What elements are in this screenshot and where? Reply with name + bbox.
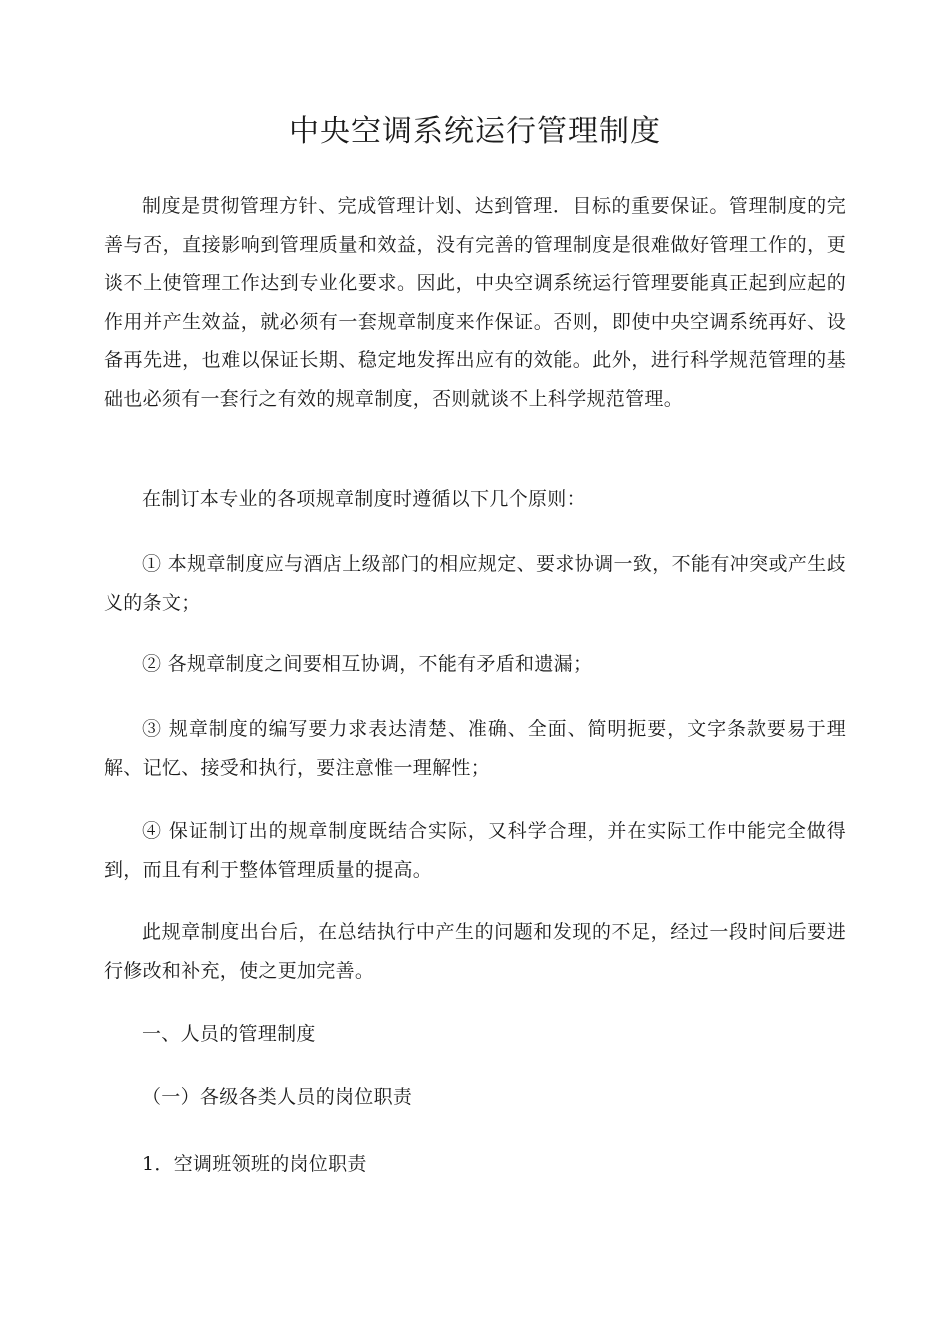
item-heading-foreman: 1．空调班领班的岗位职责 (142, 1153, 367, 1175)
intro-paragraph: 制度是贯彻管理方针、完成管理计划、达到管理．目标的重要保证。管理制度的完善与否，直接影响到管理质量和效益，没有完善的管理制度是很难做好管理工作的，更谈不上使管理工作达到专业化要求。因此，中央空调系统运行管理要能真正起到应起的作用并产生效益，就必须有一套规章制度来作保证。否则，即使中央空调系统再好、设备再先进，也难以保证长期、稳定地发挥出应有的效能。此外，进行科学规范管理的基础也必须有一套行之有效的规章制度，否则就谈不上科学规范管理。 (104, 195, 846, 410)
principle-4-paragraph: ④ 保证制订出的规章制度既结合实际，又科学合理，并在实际工作中能完全做得到，而且有利于整体管理质量的提高。 (104, 820, 846, 881)
principle-3-paragraph: ③ 规章制度的编写要力求表达清楚、准确、全面、简明扼要，文字条款要易于理解、记忆、接受和执行，要注意惟一理解性； (104, 718, 846, 779)
principle-2-paragraph: ② 各规章制度之间要相互协调，不能有矛盾和遗漏； (142, 653, 593, 675)
principles-lead-paragraph: 在制订本专业的各项规章制度时遵循以下几个原则： (142, 488, 586, 510)
revision-paragraph: 此规章制度出台后，在总结执行中产生的问题和发现的不足，经过一段时间后要进行修改和补充，使之更加完善。 (104, 921, 846, 982)
subsection-heading-responsibilities: （一）各级各类人员的岗位职责 (142, 1086, 413, 1108)
principle-1-paragraph: ① 本规章制度应与酒店上级部门的相应规定、要求协调一致，不能有冲突或产生歧义的条文； (104, 553, 846, 614)
document-title: 中央空调系统运行管理制度 (289, 114, 661, 149)
section-heading-personnel: 一、人员的管理制度 (142, 1023, 316, 1045)
